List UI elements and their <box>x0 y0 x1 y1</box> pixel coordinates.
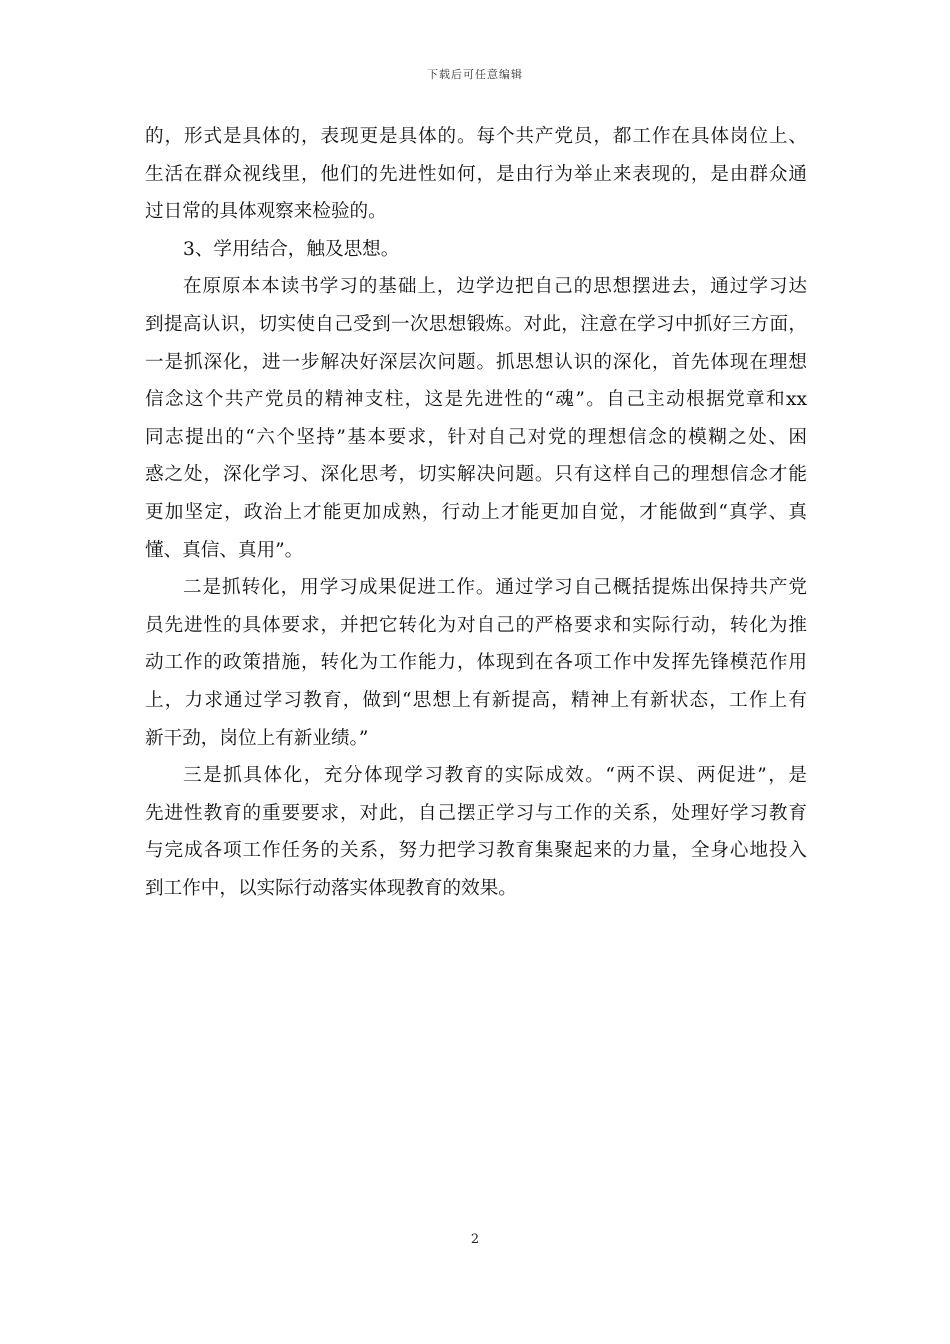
text-line: 同志提出的“六个坚持”基本要求，针对自己对党的理想信念的模糊之处、困 <box>145 426 807 448</box>
text-line: 信念这个共产党员的精神支柱，这是先进性的“魂”。自己主动根据党章和xx <box>145 389 807 411</box>
text-line: 三是抓具体化，充分体现学习教育的实际成效。“两不误、两促进”，是 <box>183 765 807 787</box>
text-line: 先进性教育的重要要求，对此，自己摆正学习与工作的关系，处理好学习教育 <box>145 802 807 824</box>
text-line: 与完成各项工作任务的关系，努力把学习教育集聚起来的力量，全身心地投入 <box>145 840 807 862</box>
text-line: 生活在群众视线里，他们的先进性如何，是由行为举止来表现的，是由群众通 <box>145 163 807 185</box>
document-body <box>145 118 807 907</box>
text-line: 的，形式是具体的，表现更是具体的。每个共产党员，都工作在具体岗位上、 <box>145 126 807 147</box>
text-line: 二是抓转化，用学习成果促进工作。通过学习自己概括提炼出保持共产党 <box>183 577 807 599</box>
text-line: 3、学用结合，触及思想。 <box>183 238 400 260</box>
text-line: 上，力求通过学习教育，做到“思想上有新提高，精神上有新状态，工作上有 <box>145 689 807 711</box>
text-line: 动工作的政策措施，转化为工作能力，体现到在各项工作中发挥先锋模范作用 <box>145 652 807 674</box>
text-line: 过日常的具体观察来检验的。 <box>145 201 387 223</box>
text-line: 员先进性的具体要求，并把它转化为对自己的严格要求和实际行动，转化为推 <box>145 614 807 636</box>
text-line: 在原原本本读书学习的基础上，边学边把自己的思想摆进去，通过学习达 <box>183 276 807 298</box>
text-line: 新干劲，岗位上有新业绩。” <box>145 727 369 749</box>
text-line: 到工作中，以实际行动落实体现教育的效果。 <box>145 877 517 899</box>
text-line: 懂、真信、真用”。 <box>145 539 304 561</box>
text-line: 更加坚定，政治上才能更加成熟，行动上才能更加自觉，才能做到“真学、真 <box>145 501 807 523</box>
page-header: 下载后可任意编辑 <box>427 68 523 81</box>
page-number: 2 <box>470 1232 480 1247</box>
text-line: 惑之处，深化学习、深化思考，切实解决问题。只有这样自己的理想信念才能 <box>145 464 807 486</box>
text-line: 一是抓深化，进一步解决好深层次问题。抓思想认识的深化，首先体现在理想 <box>145 351 807 373</box>
text-line: 到提高认识，切实使自己受到一次思想锻炼。对此，注意在学习中抓好三方面， <box>145 313 807 335</box>
